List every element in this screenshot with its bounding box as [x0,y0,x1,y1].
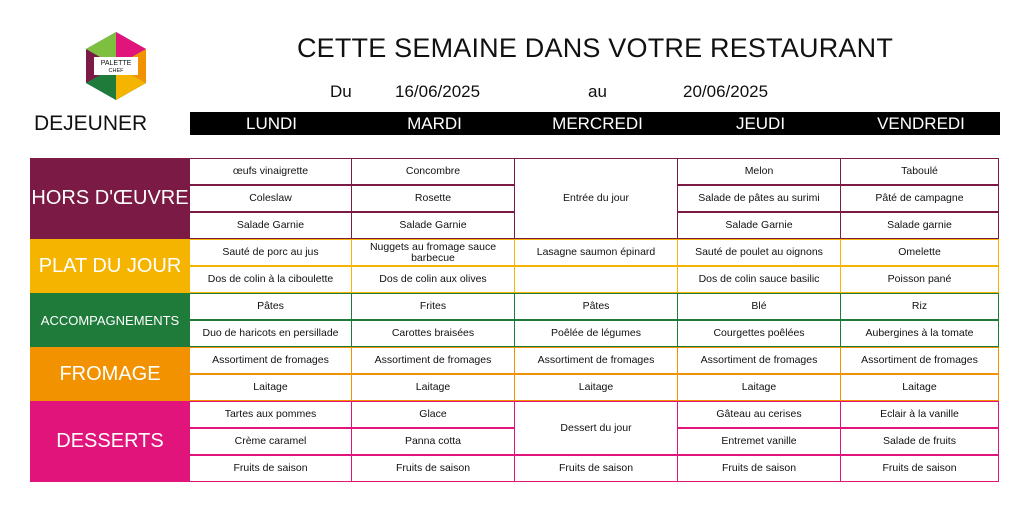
menu-cell: Crème caramel [189,428,352,455]
menu-cell: Duo de haricots en persillade [189,320,352,347]
menu-cell: Dos de colin aux olives [351,266,515,293]
menu-cell: Laitage [351,374,515,401]
menu-cell: Entrée du jour [514,158,678,239]
day-wednesday: MERCREDI [552,114,643,133]
menu-cell: Fruits de saison [840,455,999,482]
palette-chef-logo [80,30,152,102]
menu-cell: Laitage [189,374,352,401]
menu-cell: Assortiment de fromages [189,347,352,374]
day-monday: LUNDI [245,114,297,133]
menu-cell: Dessert du jour [514,401,678,455]
menu-cell: Fruits de saison [189,455,352,482]
menu-cell: Coleslaw [189,185,352,212]
menu-cell: Blé [677,293,841,320]
logo-text-1: PALETTE [100,60,132,67]
menu-cell: Assortiment de fromages [351,347,515,374]
menu-cell: Poêlée de légumes [514,320,678,347]
menu-cell: Taboulé [840,158,999,185]
menu-cell: Carottes braisées [351,320,515,347]
menu-cell: Poisson pané [840,266,999,293]
menu-cell: Gâteau au cerises [677,401,841,428]
menu-cell: Salade Garnie [677,212,841,239]
menu-cell: Sauté de porc au jus [189,239,352,266]
end-date: 20/06/2025 [683,82,769,101]
menu-cell: Rosette [351,185,515,212]
menu-cell: œufs vinaigrette [189,158,352,185]
day-thursday: JEUDI [735,114,786,133]
day-tuesday: MARDI [407,114,462,133]
menu-cell: Laitage [840,374,999,401]
category-desserts: DESSERTS [30,401,190,482]
menu-cell: Eclair à la vanille [840,401,999,428]
menu-cell: Salade de pâtes au surimi [677,185,841,212]
menu-cell: Tartes aux pommes [189,401,352,428]
menu-cell: Salade Garnie [351,212,515,239]
menu-cell: Assortiment de fromages [840,347,999,374]
menu-cell: Glace [351,401,515,428]
menu-cell: Omelette [840,239,999,266]
category-plat: PLAT DU JOUR [30,239,190,293]
menu-cell: Fruits de saison [514,455,678,482]
menu-cell: Courgettes poêlées [677,320,841,347]
page-title: CETTE SEMAINE DANS VOTRE RESTAURANT [296,33,894,63]
menu-cell: Salade garnie [840,212,999,239]
menu-cell [514,266,678,293]
menu-cell: Sauté de poulet au oignons [677,239,841,266]
menu-cell: Lasagne saumon épinard [514,239,678,266]
menu-cell: Laitage [677,374,841,401]
menu-cell: Entremet vanille [677,428,841,455]
menu-cell: Salade Garnie [189,212,352,239]
category-hors: HORS D'ŒUVRE [30,158,190,239]
menu-cell: Pâtes [514,293,678,320]
day-friday: VENDREDI [877,114,965,133]
start-date: 16/06/2025 [395,82,481,101]
days-header [190,112,1000,135]
du-label: Du [330,82,352,101]
logo-text-2: CHEF [108,68,124,74]
menu-cell: Frites [351,293,515,320]
menu-cell: Concombre [351,158,515,185]
menu-cell: Aubergines à la tomate [840,320,999,347]
menu-cell: Melon [677,158,841,185]
category-fromage: FROMAGE [30,347,190,401]
menu-cell: Panna cotta [351,428,515,455]
menu-cell: Assortiment de fromages [677,347,841,374]
menu-cell: Laitage [514,374,678,401]
menu-cell: Fruits de saison [677,455,841,482]
meal-label: DEJEUNER [34,112,148,135]
menu-cell: Salade de fruits [840,428,999,455]
category-accomp: ACCOMPAGNEMENTS [30,293,190,347]
au-label: au [588,82,607,101]
menu-cell: Dos de colin sauce basilic [677,266,841,293]
menu-cell: Pâté de campagne [840,185,999,212]
menu-cell: Riz [840,293,999,320]
menu-cell: Dos de colin à la ciboulette [189,266,352,293]
menu-cell: Pâtes [189,293,352,320]
menu-cell: Nuggets au fromage sauce barbecue [351,239,515,266]
menu-cell: Assortiment de fromages [514,347,678,374]
menu-cell: Fruits de saison [351,455,515,482]
